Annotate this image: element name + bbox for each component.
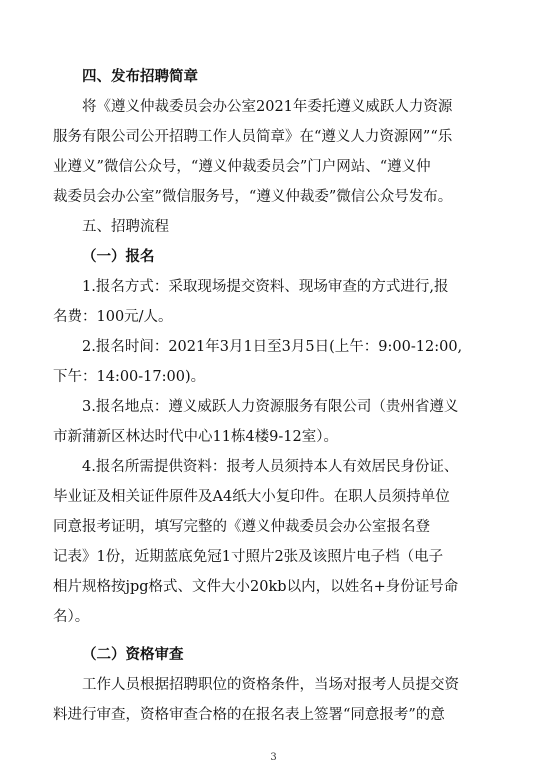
section-heading-publish: 四、发布招聘简章: [82, 68, 198, 85]
list-item-line: 名费：100元/人。: [53, 309, 173, 325]
list-item-line: 2.报名时间：2021年3月1日至3月5日(上午：9:00-12:00,: [82, 339, 463, 355]
paragraph-line: 服务有限公司公开招聘工作人员简章》在“遵义人力资源网”“乐: [53, 129, 453, 145]
page-number: 3: [270, 752, 277, 763]
section-heading-process: 五、招聘流程: [82, 219, 169, 235]
list-item-line: 3.报名地点：遵义威跃人力资源服务有限公司（贵州省遵义: [82, 399, 459, 415]
list-item-line: 4.报名所需提供资料：报考人员须持本人有效居民身份证、: [82, 459, 459, 475]
list-item-line: 市新蒲新区林达时代中心11栋4楼9-12室）。: [53, 429, 338, 445]
list-item-line: 相片规格按jpg格式、文件大小20kb以内，以姓名+身份证号命: [53, 579, 459, 595]
list-item-line: 名）。: [53, 609, 90, 625]
subsection-heading-qualification: （二）资格审查: [82, 646, 184, 663]
subsection-heading-registration: （一）报名: [82, 248, 155, 265]
list-item-line: 毕业证及相关证件原件及A4纸大小复印件。在职人员须持单位: [53, 489, 450, 505]
list-item-line: 下午：14:00-17:00)。: [53, 369, 206, 385]
paragraph-line: 料进行审查，资格审查合格的在报名表上签署“同意报考”的意: [53, 707, 445, 723]
list-item-line: 记表》1份，近期蓝底免冠1寸照片2张及该照片电子档（电子: [53, 549, 444, 565]
paragraph-line: 裁委员会办公室”微信服务号，“遵义仲裁委”微信公众号发布。: [53, 189, 453, 205]
paragraph-line: 工作人员根据招聘职位的资格条件，当场对报考人员提交资: [82, 677, 459, 693]
list-item-line: 1.报名方式：采取现场提交资料、现场审查的方式进行,报: [82, 279, 449, 295]
list-item-line: 同意报考证明，填写完整的《遵义仲裁委员会办公室报名登: [53, 519, 430, 535]
document-body: [53, 62, 495, 730]
paragraph-line: 将《遵义仲裁委员会办公室2021年委托遵义威跃人力资源: [82, 99, 453, 115]
paragraph-line: 业遵义”微信公众号，“遵义仲裁委员会”门户网站、“遵义仲: [53, 159, 431, 175]
